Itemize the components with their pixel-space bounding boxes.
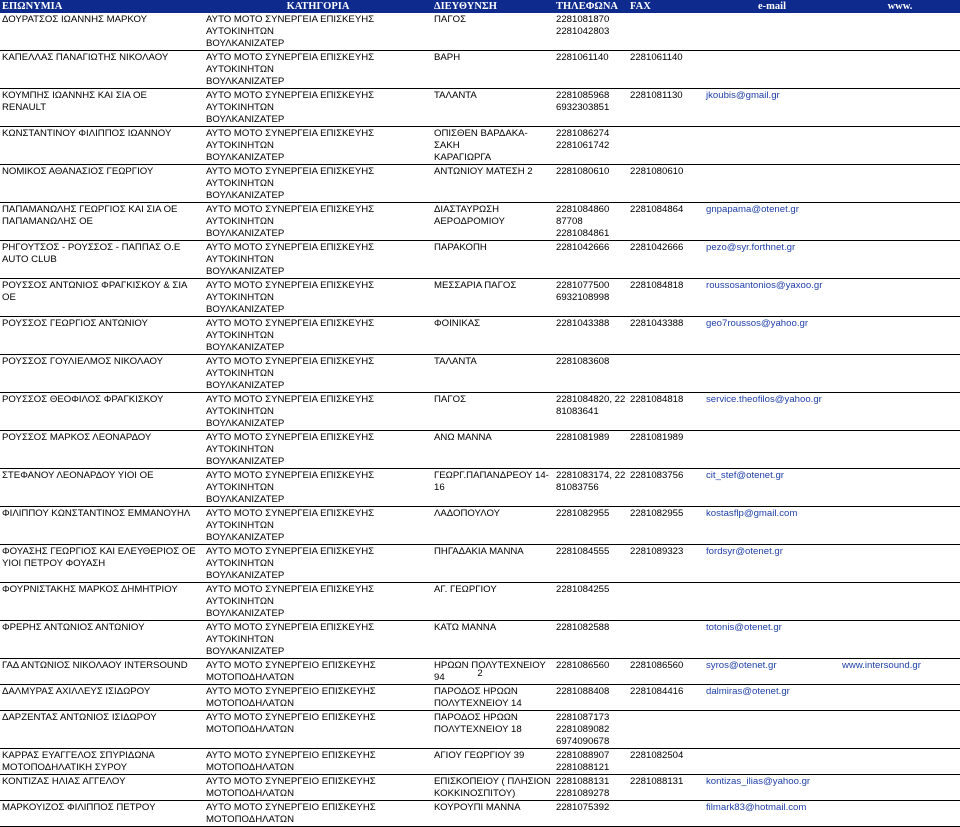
- cell-email[interactable]: cit_stef@otenet.gr: [704, 469, 840, 507]
- cell-category: ΑΥΤΟ ΜΟΤΟ ΣΥΝΕΡΓΕΙΑ ΕΠΙΣΚΕΥΗΣ ΑΥΤΟΚΙΝΗΤΩΝ ΒΟΥΛΚΑΝΙΖΑΤΕΡ: [204, 89, 432, 127]
- table-row: [0, 711, 960, 749]
- cell-email[interactable]: kostasflp@gmail.com: [704, 507, 840, 545]
- cell-phone: 2281081989: [554, 431, 628, 469]
- cell-phone: 2281086560: [554, 659, 628, 685]
- cell-fax: [628, 583, 704, 621]
- page-number: 2: [477, 668, 483, 679]
- cell-address: ΟΠΙΣΘΕΝ ΒΑΡΔΑΚΑ-ΣΑΚΗ ΚΑΡΑΓΙΩΡΓΑ: [432, 127, 554, 165]
- table-body: [0, 13, 960, 827]
- cell-email[interactable]: roussosantonios@yaxoo.gr: [704, 279, 840, 317]
- cell-name: ΚΟΝΤΙΖΑΣ ΗΛΙΑΣ ΑΓΓΕΛΟΥ: [0, 775, 204, 801]
- cell-name: ΡΟΥΣΣΟΣ ΘΕΟΦΙΛΟΣ ΦΡΑΓΚΙΣΚΟΥ: [0, 393, 204, 431]
- header-name: ΕΠΩΝΥΜΙΑ: [0, 0, 204, 13]
- cell-email[interactable]: pezo@syr.forthnet.gr: [704, 241, 840, 279]
- cell-category: ΑΥΤΟ ΜΟΤΟ ΣΥΝΕΡΓΕΙΑ ΕΠΙΣΚΕΥΗΣ ΑΥΤΟΚΙΝΗΤΩΝ ΒΟΥΛΚΑΝΙΖΑΤΕΡ: [204, 507, 432, 545]
- cell-phone: 2281080610: [554, 165, 628, 203]
- cell-website: [840, 317, 960, 355]
- table-row: [0, 89, 960, 127]
- cell-fax: 2281083756: [628, 469, 704, 507]
- cell-address: ΠΑΓΟΣ: [432, 13, 554, 51]
- cell-phone: 2281042666: [554, 241, 628, 279]
- cell-phone: 2281088408: [554, 685, 628, 711]
- cell-name: ΠΑΠΑΜΑΝΩΛΗΣ ΓΕΩΡΓΙΟΣ ΚΑΙ ΣΙΑ ΟΕ ΠΑΠΑΜΑΝΩΛΗΣ ΟΕ: [0, 203, 204, 241]
- cell-address: ΓΕΩΡΓ.ΠΑΠΑΝΔΡΕΟΥ 14-16: [432, 469, 554, 507]
- cell-category: ΑΥΤΟ ΜΟΤΟ ΣΥΝΕΡΓΕΙΑ ΕΠΙΣΚΕΥΗΣ ΑΥΤΟΚΙΝΗΤΩΝ ΒΟΥΛΚΑΝΙΖΑΤΕΡ: [204, 355, 432, 393]
- cell-email: [704, 583, 840, 621]
- cell-website: [840, 431, 960, 469]
- header-row: [0, 0, 960, 13]
- cell-address: ΠΑΡΑΚΟΠΗ: [432, 241, 554, 279]
- table-row: [0, 203, 960, 241]
- cell-category: ΑΥΤΟ ΜΟΤΟ ΣΥΝΕΡΓΕΙΑ ΕΠΙΣΚΕΥΗΣ ΑΥΤΟΚΙΝΗΤΩΝ ΒΟΥΛΚΑΝΙΖΑΤΕΡ: [204, 317, 432, 355]
- cell-fax: 2281082955: [628, 507, 704, 545]
- header-address: ΔΙΕΥΘΥΝΣΗ: [432, 0, 554, 13]
- cell-category: ΑΥΤΟ ΜΟΤΟ ΣΥΝΕΡΓΕΙΑ ΕΠΙΣΚΕΥΗΣ ΑΥΤΟΚΙΝΗΤΩΝ ΒΟΥΛΚΑΝΙΖΑΤΕΡ: [204, 279, 432, 317]
- cell-address: ΗΡΩΩΝ ΠΟΛΥΤΕΧΝΕΙΟΥ 94: [432, 659, 554, 685]
- cell-phone: 2281081870 2281042803: [554, 13, 628, 51]
- cell-name: ΚΟΥΜΠΗΣ ΙΩΑΝΝΗΣ ΚΑΙ ΣΙΑ ΟΕ RENAULT: [0, 89, 204, 127]
- table-row: [0, 469, 960, 507]
- table-row: [0, 685, 960, 711]
- cell-email: [704, 355, 840, 393]
- table-row: [0, 355, 960, 393]
- cell-website: [840, 279, 960, 317]
- cell-phone: 2281077500 6932108998: [554, 279, 628, 317]
- cell-fax: 2281088131: [628, 775, 704, 801]
- header-phone: ΤΗΛΕΦΩΝΑ: [554, 0, 628, 13]
- table-row: [0, 431, 960, 469]
- cell-name: ΡΟΥΣΣΟΣ ΜΑΡΚΟΣ ΛΕΟΝΑΡΔΟΥ: [0, 431, 204, 469]
- cell-name: ΚΑΡΡΑΣ ΕΥΑΓΓΕΛΟΣ ΣΠΥΡΙΔΩΝΑ ΜΟΤΟΠΟΔΗΛΑΤΙΚΗ ΣΥΡΟΥ: [0, 749, 204, 775]
- cell-fax: 2281084818: [628, 393, 704, 431]
- cell-fax: 2281043388: [628, 317, 704, 355]
- cell-address: ΛΑΔΟΠΟΥΛΟΥ: [432, 507, 554, 545]
- cell-address: ΚΑΤΩ ΜΑΝΝΑ: [432, 621, 554, 659]
- cell-phone: 2281088907 2281088121: [554, 749, 628, 775]
- cell-website: [840, 545, 960, 583]
- cell-website: [840, 203, 960, 241]
- cell-category: ΑΥΤΟ ΜΟΤΟ ΣΥΝΕΡΓΕΙΑ ΕΠΙΣΚΕΥΗΣ ΑΥΤΟΚΙΝΗΤΩΝ ΒΟΥΛΚΑΝΙΖΑΤΕΡ: [204, 621, 432, 659]
- cell-name: ΣΤΕΦΑΝΟΥ ΛΕΟΝΑΡΔΟΥ ΥΙΟΙ ΟΕ: [0, 469, 204, 507]
- cell-phone: 2281087173 2281089082 6974090678: [554, 711, 628, 749]
- cell-fax: 2281086560: [628, 659, 704, 685]
- cell-fax: 2281061140: [628, 51, 704, 89]
- cell-website: [840, 711, 960, 749]
- cell-email: [704, 127, 840, 165]
- cell-email: [704, 13, 840, 51]
- cell-phone: 2281083174, 22 81083756: [554, 469, 628, 507]
- cell-fax: [628, 621, 704, 659]
- cell-category: ΑΥΤΟ ΜΟΤΟ ΣΥΝΕΡΓΕΙΟ ΕΠΙΣΚΕΥΗΣ ΜΟΤΟΠΟΔΗΛΑΤΩΝ: [204, 775, 432, 801]
- cell-category: ΑΥΤΟ ΜΟΤΟ ΣΥΝΕΡΓΕΙΑ ΕΠΙΣΚΕΥΗΣ ΑΥΤΟΚΙΝΗΤΩΝ ΒΟΥΛΚΑΝΙΖΑΤΕΡ: [204, 13, 432, 51]
- cell-name: ΚΑΠΕΛΛΑΣ ΠΑΝΑΓΙΩΤΗΣ ΝΙΚΟΛΑΟΥ: [0, 51, 204, 89]
- cell-fax: [628, 355, 704, 393]
- cell-address: ΠΑΡΟΔΟΣ ΗΡΩΩΝ ΠΟΛΥΤΕΧΝΕΙΟΥ 14: [432, 685, 554, 711]
- table-row: [0, 583, 960, 621]
- table-row: [0, 317, 960, 355]
- table-row: [0, 621, 960, 659]
- cell-address: ΠΑΓΟΣ: [432, 393, 554, 431]
- cell-email[interactable]: geo7roussos@yahoo.gr: [704, 317, 840, 355]
- cell-address: ΚΟΥΡΟΥΠΙ ΜΑΝΝΑ: [432, 801, 554, 827]
- header-fax: FAX: [628, 0, 704, 13]
- cell-phone: 2281082955: [554, 507, 628, 545]
- cell-category: ΑΥΤΟ ΜΟΤΟ ΣΥΝΕΡΓΕΙΑ ΕΠΙΣΚΕΥΗΣ ΑΥΤΟΚΙΝΗΤΩΝ ΒΟΥΛΚΑΝΙΖΑΤΕΡ: [204, 51, 432, 89]
- cell-name: ΓΑΔ ΑΝΤΩΝΙΟΣ ΝΙΚΟΛΑΟΥ INTERSOUND: [0, 659, 204, 685]
- cell-email[interactable]: totonis@otenet.gr: [704, 621, 840, 659]
- cell-fax: 2281082504: [628, 749, 704, 775]
- cell-fax: 2281084416: [628, 685, 704, 711]
- cell-fax: 2281080610: [628, 165, 704, 203]
- cell-address: ΦΟΙΝΙΚΑΣ: [432, 317, 554, 355]
- cell-name: ΔΟΥΡΑΤΣΟΣ ΙΩΑΝΝΗΣ ΜΑΡΚΟΥ: [0, 13, 204, 51]
- cell-email[interactable]: syros@otenet.gr: [704, 659, 840, 685]
- cell-website: [840, 749, 960, 775]
- table-row: [0, 749, 960, 775]
- cell-website: [840, 355, 960, 393]
- cell-name: ΔΑΡΖΕΝΤΑΣ ΑΝΤΩΝΙΟΣ ΙΣΙΔΩΡΟΥ: [0, 711, 204, 749]
- table-row: [0, 51, 960, 89]
- cell-fax: 2281081130: [628, 89, 704, 127]
- cell-address: ΑΝΩ ΜΑΝΝΑ: [432, 431, 554, 469]
- cell-website: [840, 127, 960, 165]
- table-row: [0, 801, 960, 827]
- cell-website: [840, 89, 960, 127]
- header-email: e-mail: [704, 0, 840, 13]
- cell-fax: 2281084864: [628, 203, 704, 241]
- cell-email[interactable]: filmark83@hotmail.com: [704, 801, 840, 827]
- cell-name: ΡΟΥΣΣΟΣ ΓΟΥΛΙΕΛΜΟΣ ΝΙΚΟΛΑΟΥ: [0, 355, 204, 393]
- cell-website: [840, 583, 960, 621]
- cell-name: ΡΗΓΟΥΤΣΟΣ - ΡΟΥΣΣΟΣ - ΠΑΠΠΑΣ Ο.Ε AUTO CLUB: [0, 241, 204, 279]
- cell-address: ΜΕΣΣΑΡΙΑ ΠΑΓΟΣ: [432, 279, 554, 317]
- cell-phone: 2281075392: [554, 801, 628, 827]
- cell-phone: 2281085968 6932303851: [554, 89, 628, 127]
- cell-address: ΑΓ. ΓΕΩΡΓΙΟΥ: [432, 583, 554, 621]
- cell-phone: 2281088131 2281089278: [554, 775, 628, 801]
- cell-phone: 2281086274 2281061742: [554, 127, 628, 165]
- cell-email[interactable]: jkoubis@gmail.gr: [704, 89, 840, 127]
- cell-category: ΑΥΤΟ ΜΟΤΟ ΣΥΝΕΡΓΕΙΟ ΕΠΙΣΚΕΥΗΣ ΜΟΤΟΠΟΔΗΛΑΤΩΝ: [204, 749, 432, 775]
- cell-name: ΡΟΥΣΣΟΣ ΓΕΩΡΓΙΟΣ ΑΝΤΩΝΙΟΥ: [0, 317, 204, 355]
- cell-email: [704, 431, 840, 469]
- cell-phone: 2281083608: [554, 355, 628, 393]
- cell-email[interactable]: gnpapama@otenet.gr: [704, 203, 840, 241]
- cell-phone: 2281061140: [554, 51, 628, 89]
- cell-name: ΦΙΛΙΠΠΟΥ ΚΩΝΣΤΑΝΤΙΝΟΣ ΕΜΜΑΝΟΥΗΛ: [0, 507, 204, 545]
- cell-phone: 2281043388: [554, 317, 628, 355]
- cell-name: ΡΟΥΣΣΟΣ ΑΝΤΩΝΙΟΣ ΦΡΑΓΚΙΣΚΟΥ & ΣΙΑ ΟΕ: [0, 279, 204, 317]
- cell-email[interactable]: dalmiras@otenet.gr: [704, 685, 840, 711]
- cell-name: ΦΟΥΑΣΗΣ ΓΕΩΡΓΙΟΣ ΚΑΙ ΕΛΕΥΘΕΡΙΟΣ ΟΕ ΥΙΟΙ ΠΕΤΡΟΥ ΦΟΥΑΣΗ: [0, 545, 204, 583]
- cell-fax: [628, 711, 704, 749]
- cell-category: ΑΥΤΟ ΜΟΤΟ ΣΥΝΕΡΓΕΙΑ ΕΠΙΣΚΕΥΗΣ ΑΥΤΟΚΙΝΗΤΩΝ ΒΟΥΛΚΑΝΙΖΑΤΕΡ: [204, 431, 432, 469]
- cell-website: [840, 13, 960, 51]
- table-row: [0, 545, 960, 583]
- cell-website: [840, 165, 960, 203]
- table-row: [0, 165, 960, 203]
- cell-phone: 2281084820, 22 81083641: [554, 393, 628, 431]
- cell-website: [840, 51, 960, 89]
- cell-name: ΜΑΡΚΟΥΙΖΟΣ ΦΙΛΙΠΠΟΣ ΠΕΤΡΟΥ: [0, 801, 204, 827]
- table-row: [0, 241, 960, 279]
- table-row: [0, 13, 960, 51]
- cell-name: ΔΑΛΜΥΡΑΣ ΑΧΙΛΛΕΥΣ ΙΣΙΔΩΡΟΥ: [0, 685, 204, 711]
- cell-fax: [628, 13, 704, 51]
- table-header: [0, 0, 960, 13]
- cell-website[interactable]: www.intersound.gr: [840, 659, 960, 685]
- table-row: [0, 775, 960, 801]
- cell-website: [840, 621, 960, 659]
- cell-category: ΑΥΤΟ ΜΟΤΟ ΣΥΝΕΡΓΕΙΑ ΕΠΙΣΚΕΥΗΣ ΑΥΤΟΚΙΝΗΤΩΝ ΒΟΥΛΚΑΝΙΖΑΤΕΡ: [204, 545, 432, 583]
- cell-email: [704, 711, 840, 749]
- cell-email[interactable]: fordsyr@otenet.gr: [704, 545, 840, 583]
- cell-name: ΦΡΕΡΗΣ ΑΝΤΩΝΙΟΣ ΑΝΤΩΝΙΟΥ: [0, 621, 204, 659]
- cell-category: ΑΥΤΟ ΜΟΤΟ ΣΥΝΕΡΓΕΙΟ ΕΠΙΣΚΕΥΗΣ ΜΟΤΟΠΟΔΗΛΑΤΩΝ: [204, 659, 432, 685]
- cell-category: ΑΥΤΟ ΜΟΤΟ ΣΥΝΕΡΓΕΙΟ ΕΠΙΣΚΕΥΗΣ ΜΟΤΟΠΟΔΗΛΑΤΩΝ: [204, 801, 432, 827]
- cell-fax: 2281089323: [628, 545, 704, 583]
- cell-email: [704, 749, 840, 775]
- cell-category: ΑΥΤΟ ΜΟΤΟ ΣΥΝΕΡΓΕΙΑ ΕΠΙΣΚΕΥΗΣ ΑΥΤΟΚΙΝΗΤΩΝ ΒΟΥΛΚΑΝΙΖΑΤΕΡ: [204, 127, 432, 165]
- cell-email: [704, 51, 840, 89]
- cell-category: ΑΥΤΟ ΜΟΤΟ ΣΥΝΕΡΓΕΙΑ ΕΠΙΣΚΕΥΗΣ ΑΥΤΟΚΙΝΗΤΩΝ ΒΟΥΛΚΑΝΙΖΑΤΕΡ: [204, 393, 432, 431]
- cell-phone: 2281084555: [554, 545, 628, 583]
- cell-name: ΚΩΝΣΤΑΝΤΙΝΟΥ ΦΙΛΙΠΠΟΣ ΙΩΑΝΝΟΥ: [0, 127, 204, 165]
- cell-email: [704, 165, 840, 203]
- cell-website: [840, 775, 960, 801]
- cell-email[interactable]: kontizas_ilias@yahoo.gr: [704, 775, 840, 801]
- header-category: ΚΑΤΗΓΟΡΙΑ: [204, 0, 432, 13]
- cell-name: ΝΟΜΙΚΟΣ ΑΘΑΝΑΣΙΟΣ ΓΕΩΡΓΙΟΥ: [0, 165, 204, 203]
- table-row: [0, 279, 960, 317]
- cell-address: ΤΑΛΑΝΤΑ: [432, 89, 554, 127]
- cell-phone: 2281082588: [554, 621, 628, 659]
- cell-fax: 2281081989: [628, 431, 704, 469]
- cell-address: ΑΓΙΟΥ ΓΕΩΡΓΙΟΥ 39: [432, 749, 554, 775]
- cell-category: ΑΥΤΟ ΜΟΤΟ ΣΥΝΕΡΓΕΙΟ ΕΠΙΣΚΕΥΗΣ ΜΟΤΟΠΟΔΗΛΑΤΩΝ: [204, 685, 432, 711]
- table-row: [0, 393, 960, 431]
- cell-website: [840, 801, 960, 827]
- cell-phone: 2281084255: [554, 583, 628, 621]
- table-row: [0, 127, 960, 165]
- cell-website: [840, 507, 960, 545]
- cell-address: ΔΙΑΣΤΑΥΡΩΣΗ ΑΕΡΟΔΡΟΜΙΟΥ: [432, 203, 554, 241]
- cell-category: ΑΥΤΟ ΜΟΤΟ ΣΥΝΕΡΓΕΙΑ ΕΠΙΣΚΕΥΗΣ ΑΥΤΟΚΙΝΗΤΩΝ ΒΟΥΛΚΑΝΙΖΑΤΕΡ: [204, 583, 432, 621]
- cell-category: ΑΥΤΟ ΜΟΤΟ ΣΥΝΕΡΓΕΙΑ ΕΠΙΣΚΕΥΗΣ ΑΥΤΟΚΙΝΗΤΩΝ ΒΟΥΛΚΑΝΙΖΑΤΕΡ: [204, 203, 432, 241]
- cell-address: ΤΑΛΑΝΤΑ: [432, 355, 554, 393]
- cell-website: [840, 393, 960, 431]
- cell-name: ΦΟΥΡΝΙΣΤΑΚΗΣ ΜΑΡΚΟΣ ΔΗΜΗΤΡΙΟΥ: [0, 583, 204, 621]
- header-web: www.: [840, 0, 960, 13]
- cell-address: ΒΑΡΗ: [432, 51, 554, 89]
- cell-fax: [628, 801, 704, 827]
- cell-category: ΑΥΤΟ ΜΟΤΟ ΣΥΝΕΡΓΕΙΑ ΕΠΙΣΚΕΥΗΣ ΑΥΤΟΚΙΝΗΤΩΝ ΒΟΥΛΚΑΝΙΖΑΤΕΡ: [204, 469, 432, 507]
- cell-address: ΑΝΤΩΝΙΟΥ ΜΑΤΕΣΗ 2: [432, 165, 554, 203]
- cell-address: ΕΠΙΣΚΟΠΕΙΟΥ ( ΠΛΗΣΙΟΝ ΚΟΚΚΙΝΟΣΠΙΤΟΥ): [432, 775, 554, 801]
- cell-address: ΠΑΡΟΔΟΣ ΗΡΩΩΝ ΠΟΛΥΤΕΧΝΕΙΟΥ 18: [432, 711, 554, 749]
- cell-phone: 2281084860 87708 2281084861: [554, 203, 628, 241]
- cell-website: [840, 241, 960, 279]
- cell-category: ΑΥΤΟ ΜΟΤΟ ΣΥΝΕΡΓΕΙΟ ΕΠΙΣΚΕΥΗΣ ΜΟΤΟΠΟΔΗΛΑΤΩΝ: [204, 711, 432, 749]
- table-row: [0, 507, 960, 545]
- cell-website: [840, 469, 960, 507]
- cell-category: ΑΥΤΟ ΜΟΤΟ ΣΥΝΕΡΓΕΙΑ ΕΠΙΣΚΕΥΗΣ ΑΥΤΟΚΙΝΗΤΩΝ ΒΟΥΛΚΑΝΙΖΑΤΕΡ: [204, 165, 432, 203]
- cell-address: ΠΗΓΑΔΑΚΙΑ ΜΑΝΝΑ: [432, 545, 554, 583]
- cell-category: ΑΥΤΟ ΜΟΤΟ ΣΥΝΕΡΓΕΙΑ ΕΠΙΣΚΕΥΗΣ ΑΥΤΟΚΙΝΗΤΩΝ ΒΟΥΛΚΑΝΙΖΑΤΕΡ: [204, 241, 432, 279]
- cell-fax: [628, 127, 704, 165]
- cell-email[interactable]: service.theofilos@yahoo.gr: [704, 393, 840, 431]
- cell-website: [840, 685, 960, 711]
- cell-fax: 2281042666: [628, 241, 704, 279]
- cell-fax: 2281084818: [628, 279, 704, 317]
